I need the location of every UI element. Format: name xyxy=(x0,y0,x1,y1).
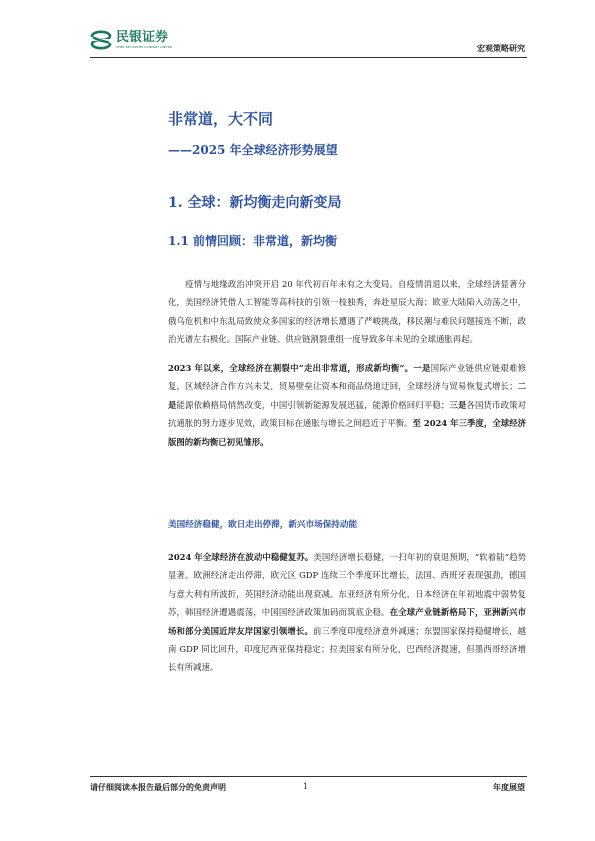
item3-label: 三是 xyxy=(449,399,467,410)
logo-subtext: CMBC SECURITIES COMPANY LIMITED xyxy=(116,45,173,49)
highlight-subheading: 美国经济稳健，欧日走出停滞，新兴市场保持动能 xyxy=(168,520,358,530)
paragraph3-lead: 2024 年全球经济在波动中稳健复苏。 xyxy=(168,552,314,562)
item2-label: 二是 xyxy=(168,381,527,410)
paragraph-lead: 2023 年以来，全球经济在割裂中“走出非常道，形成新均衡”。 xyxy=(168,363,414,373)
footer-disclaimer: 请仔细阅读本报告最后部分的免责声明 xyxy=(90,782,226,792)
paragraph3-bold: 在全球产业链新格局下，亚洲新兴市场和部分美国近岸友岸国家引领增长。 xyxy=(168,607,527,636)
page-header xyxy=(90,24,527,58)
paragraph-intro-text: 疫情与地缘政治冲突开启 20 年代初百年未有之大变局。自疫情消退以来，全球经济显著分化，美国经济凭借人工智能等高科技的引领一枝独秀，奔赴星辰大海；欧亚大陆陷入动荡之中，俄乌危机和中东乱局致使众多国家的经济增长遭遇了严峻挑战，移民潮与难民问题接连不断，政治光谱左右极化。国际产业链、供应链割裂重组一度导致多年未见的全球通胀再起。 xyxy=(168,279,526,345)
s-swirl-logo-icon xyxy=(90,29,112,51)
document-subtitle: ——2025 年全球经济形势展望 xyxy=(168,143,338,157)
item3-text: 各国货币政策对抗通胀的努力逐步见效，政策目标在通胀与增长之间趋近于平衡。 xyxy=(168,399,527,429)
paragraph-new-balance xyxy=(168,359,526,451)
item1-text: 国际产业链供应链艰难修复，区域经济合作方兴未艾，贸易壁垒让资本和商品绕道迂回，全球经济与贸易恢复式增长； xyxy=(168,363,527,392)
document-title: 非常道，大不同 xyxy=(168,110,274,128)
logo-text: 民银证券 xyxy=(116,30,169,45)
subsection-heading: 1.1 前情回顾：非常道，新均衡 xyxy=(168,234,338,248)
company-logo xyxy=(90,28,172,52)
footer-report-label: 年度展望 xyxy=(493,782,525,792)
report-type-label: 宏观策略研究 xyxy=(477,43,525,53)
section-heading: 1. 全球：新均衡走向新变局 xyxy=(168,195,342,211)
paragraph3-text2: 前三季度印度经济意外减速；东盟国家保持稳健增长，越南 GDP 同比回升，印度尼西亚保持稳定；拉美国家有所分化，巴西经济提速，但墨西哥经济增长有所减速。 xyxy=(168,625,527,673)
paragraph3-text1: 美国经济增长稳健，一扫年初的衰退预期，“软着陆”趋势显著。欧洲经济走出停滞，欧元区 GDP 连续三个季度环比增长，法国、西班牙表现强劲，德国与意大利有所波折，英国经济动能出现衰减。东亚经济有所分化，日本经济在年初地震中弱势复苏，韩国经济遭遇震荡，中国国经济政策加码而筑底企稳。 xyxy=(168,552,527,618)
paragraph-intro xyxy=(168,275,526,349)
page-number: 1 xyxy=(303,782,309,791)
page-footer xyxy=(90,776,527,797)
paragraph-2024-recovery xyxy=(168,548,526,677)
item2-text: 能源依赖格局悄然改变，中国引领新能源发展迅猛，能源价格回归平稳； xyxy=(176,399,450,410)
paragraph-conclusion: 至 2024 年三季度，全球经济版图的新均衡已初见雏形。 xyxy=(168,418,527,447)
item1-label: 一是 xyxy=(413,363,431,373)
